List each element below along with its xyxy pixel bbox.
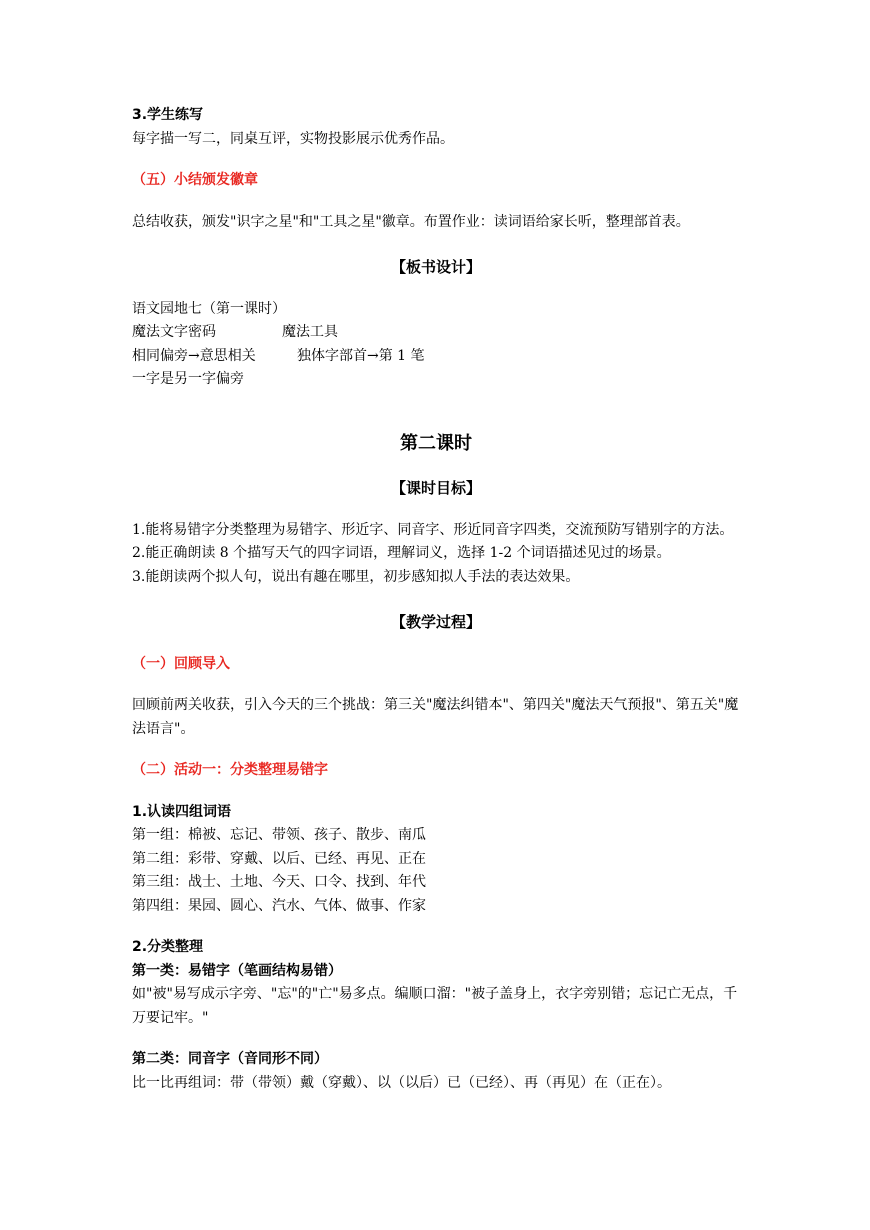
section2-title: （二）活动一：分类整理易错字: [132, 762, 328, 778]
category1-text: 如"被"易写成示字旁、"忘"的"亡"易多点。编顺口溜："被子盖身上，衣字旁别错；忘记亡无点，千万要记牢。": [132, 986, 738, 1026]
process-heading: 【教学过程】: [390, 613, 481, 631]
board-line1: 语文园地七（第一课时）: [132, 300, 286, 317]
board-heading: 【板书设计】: [390, 258, 481, 276]
goals-heading: 【课时目标】: [390, 479, 481, 497]
board-row2: [132, 321, 740, 345]
lesson2-title: 第二课时: [400, 432, 472, 454]
category2-text: 比一比再组词：带（带领）戴（穿戴）、以（以后）已（已经）、再（再见）在（正在）。: [132, 1074, 671, 1091]
read-title: 1.认读四组词语: [132, 803, 232, 820]
word-group-3: 第三组：战士、土地、今天、口令、找到、年代: [132, 874, 426, 890]
word-group-4: 第四组：果园、圆心、汽水、气体、做事、作家: [132, 897, 426, 914]
practice-text: 每字描一写二，同桌互评，实物投影展示优秀作品。: [132, 130, 454, 147]
goal-2: 2.能正确朗读 8 个描写天气的四字词语，理解词义，选择 1-2 个词语描述见过的场景。: [132, 545, 671, 561]
word-group-1: 第一组：棉被、忘记、带领、孩子、散步、南瓜: [132, 827, 426, 843]
section5-title: （五）小结颁发徽章: [132, 172, 258, 188]
board-row2-right: 魔法工具: [282, 324, 338, 340]
board-row2-left: 魔法文字密码: [132, 324, 216, 340]
board-line4: 一字是另一字偏旁: [132, 371, 244, 387]
category2-title: 第二类：同音字（音同形不同）: [132, 1051, 328, 1067]
section1-text: 回顾前两关收获，引入今天的三个挑战：第三关"魔法纠错本"、第四关"魔法天气预报"、第五关"魔法语言"。: [132, 697, 739, 737]
goal-3: 3.能朗读两个拟人句，说出有趣在哪里，初步感知拟人手法的表达效果。: [132, 568, 580, 585]
document-page: [132, 104, 740, 1095]
classify-title: 2.分类整理: [132, 939, 204, 955]
word-group-2: 第二组：彩带、穿戴、以后、已经、再见、正在: [132, 850, 426, 867]
board-row3-right: 独体字部首→第 1 笔: [297, 347, 425, 364]
goal-1: 1.能将易错字分类整理为易错字、形近字、同音字、形近同音字四类，交流预防写错别字的方法。: [132, 521, 734, 538]
practice-title: 3.学生练写: [132, 107, 204, 123]
section1-title: （一）回顾导入: [132, 655, 230, 672]
board-row3-left: 相同偏旁→意思相关: [132, 347, 256, 364]
section5-text: 总结收获，颁发"识字之星"和"工具之星"徽章。布置作业：读词语给家长听，整理部首表。: [132, 213, 690, 230]
category1-title: 第一类：易错字（笔画结构易错）: [132, 962, 342, 979]
board-row3: [132, 345, 740, 369]
